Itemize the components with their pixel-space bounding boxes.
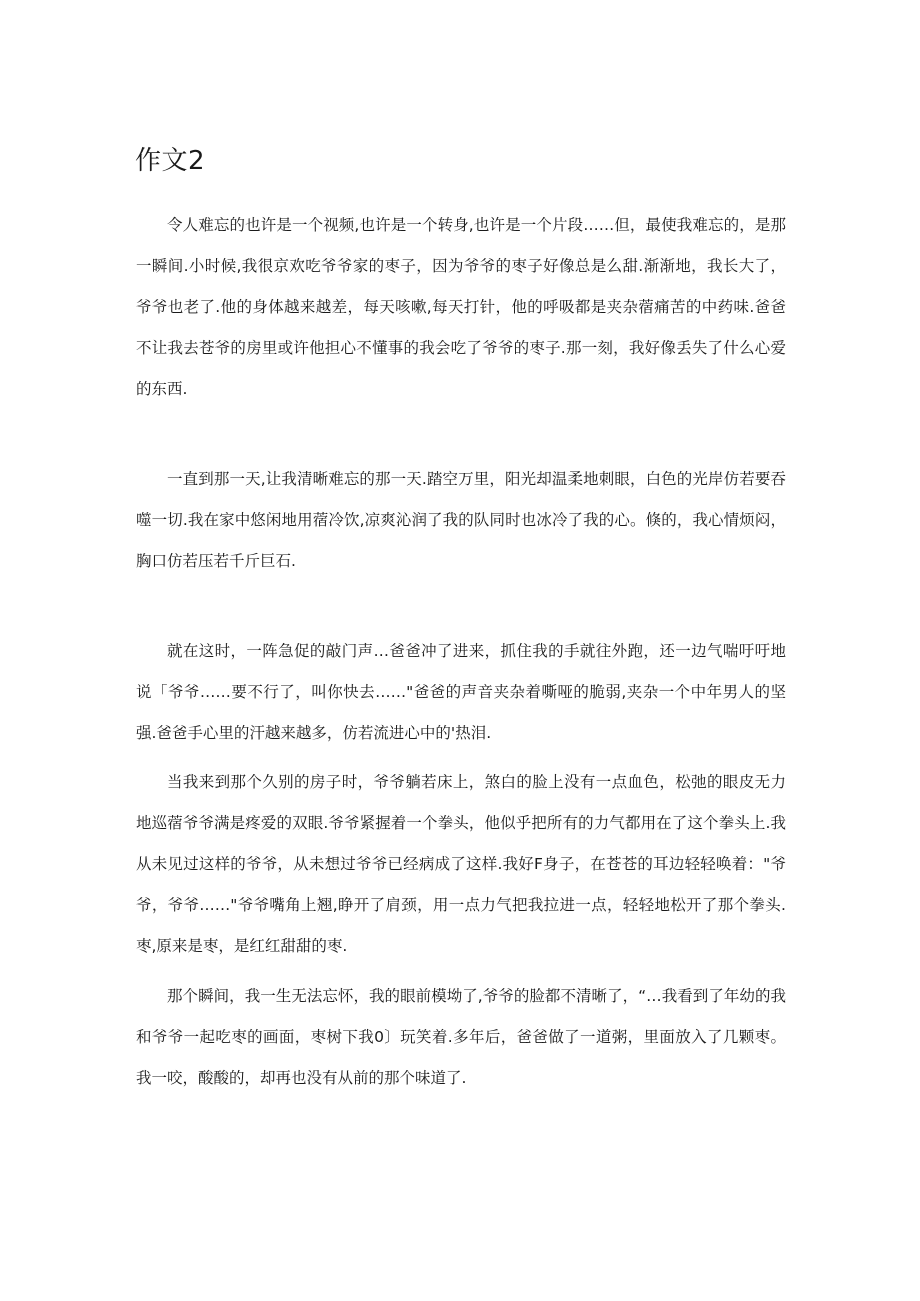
paragraph-4: 当我来到那个久别的房子时，爷爷躺若床上，煞白的脸上没有一点血色，松弛的眼皮无力地巡蓿爷爷满是疼爱的双眼.爷爷紧握着一个拳头，他似乎把所有的力气都用在了这个拳头上.我从未见过这样的爷爷，从未想过爷爷已经病成了这样.我好F身子，在苍苍的耳边轻轻唤着："爷爷，爷爷……"爷爷嘴角上翘,睁开了肩颈，用一点力气把我拉进一点，轻轻地松开了那个拳头.枣,原来是枣，是红红甜甜的枣.	[136, 773, 786, 955]
paragraph-3: 就在这时，一阵急促的敲门声…爸爸冲了进来，抓住我的手就往外跑，还一边气喘吁吁地说「爷爷……要不行了，叫你快去……"爸爸的声音夹杂着嘶哑的脆弱,夹杂一个中年男人的坚强.爸爸手心里的汗越来越多，仿若流进心中的'热泪.	[136, 642, 786, 742]
essay-title: 作文2	[135, 146, 206, 176]
paragraph-5: 那个瞬间，我一生无法忘怀，我的眼前模坳了,爷爷的脸都不清晰了，“…我看到了年幼的我和爷爷一起吃枣的画面，枣树下我0〕玩笑着.多年后，爸爸做了一道粥，里面放入了几颗枣。我一咬，酸酸的，却再也没有从前的那个味道了.	[136, 987, 786, 1087]
paragraph-1: 令人难忘的也许是一个视频,也许是一个转身,也许是一个片段……但，最使我难忘的，是那一瞬间.小时候,我很京欢吃爷爷家的枣子，因为爷爷的枣子好像总是么甜.渐渐地，我长大了，爷爷也老了.他的身体越来越差，每天咳嗽,每天打针，他的呼吸都是夹杂蓿痛苦的中药味.爸爸不让我去苍爷的房里或许他担心不懂事的我会吃了爷爷的枣子.那一刻，我好像丢失了什么心爱的东西.	[136, 216, 786, 398]
paragraph-2: 一直到那一天,让我清晰难忘的那一天.踏空万里，阳光却温柔地刺眼，白色的光岸仿若要吞噬一切.我在家中悠闲地用蓿冷饮,凉爽沁润了我的队同时也冰冷了我的心。倏的，我心情烦闷，胸口仿若压若千斤巨石.	[136, 470, 786, 570]
